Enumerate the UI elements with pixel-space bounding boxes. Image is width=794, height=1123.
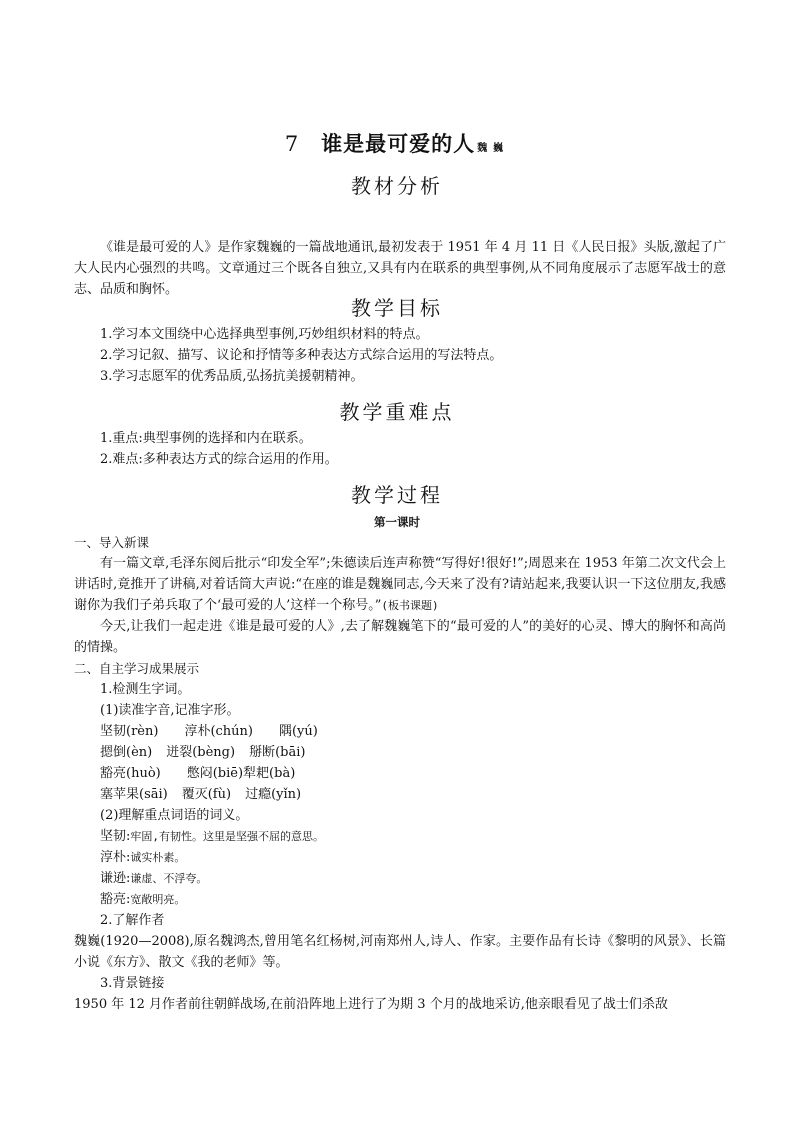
definition-meaning: 诚实朴素。 <box>130 851 186 864</box>
analysis-paragraph: 《谁是最可爱的人》是作家魏巍的一篇战地通讯,最初发表于 1951 年 4 月 11 日《人民日报》头版,激起了广大人民内心强烈的共鸣。文章通过三个既各自独立,又具有内在联系的典型事例,从不同角度展示了志愿军战士的意志、品质和胸怀。 <box>74 240 726 297</box>
board-note: (板书课题) <box>381 599 439 612</box>
definition-meaning: 谦虚、不浮夸。 <box>130 872 208 885</box>
pinyin-word: 过瘾(yǐn) <box>245 787 302 802</box>
section-heading-process: 教学过程 <box>351 483 443 507</box>
intro-paragraph-2: 今天,让我们一起走进《谁是最可爱的人》,去了解魏巍笔下的“最可爱的人”的美好的心灵、博大的胸怀和高尚的情操。 <box>74 619 726 655</box>
goal-item: 1.学习本文围绕中心选择典型事例,巧妙组织材料的特点。 <box>100 327 429 342</box>
part2-heading: 二、自主学习成果展示 <box>74 661 200 676</box>
pinyin-row <box>74 721 726 742</box>
pinyin-word: 迸裂(bèng) <box>166 745 236 760</box>
definition-row <box>74 889 726 910</box>
author-paragraph: 魏巍(1920—2008),原名魏鸿杰,曾用笔名红杨树,河南郑州人,诗人、作家。主要作品有长诗《黎明的风景》、长篇小说《东方》、散文《我的老师》等。 <box>74 934 726 970</box>
pinyin-row <box>74 763 726 784</box>
keypoint-item: 1.重点:典型事例的选择和内在联系。 <box>100 431 312 446</box>
pinyin-row <box>74 742 726 763</box>
lesson-title-text: 谁是最可爱的人 <box>321 131 476 156</box>
pinyin-word: 犁耙(bà) <box>243 766 296 781</box>
sub-item-1: (1)读准字音,记准字形。 <box>100 703 240 718</box>
section-heading-analysis: 教材分析 <box>351 174 443 198</box>
lesson-period: 第一课时 <box>374 515 420 529</box>
lesson-author: 魏巍 <box>477 143 510 154</box>
definition-row <box>74 868 726 889</box>
pinyin-word: 憋闷(biē) <box>186 766 244 781</box>
definition-word: 坚韧: <box>100 829 131 844</box>
sub-item-2: (2)理解重点词语的词义。 <box>100 808 249 823</box>
process-body <box>74 532 726 1015</box>
definition-word: 谦逊: <box>100 871 131 886</box>
pinyin-row <box>74 784 726 805</box>
item-3: 3.背景链接 <box>100 976 165 991</box>
goals-list <box>74 324 726 387</box>
definition-row <box>74 826 726 847</box>
section-heading-goals: 教学目标 <box>351 296 443 320</box>
goal-item: 3.学习志愿军的优秀品质,弘扬抗美援朝精神。 <box>100 369 364 384</box>
lesson-title <box>0 128 794 158</box>
pinyin-word: 淳朴(chún) <box>184 724 253 739</box>
pinyin-word: 掰断(bāi) <box>249 745 306 760</box>
intro-paragraph <box>74 553 726 616</box>
pinyin-word: 坚韧(rèn) <box>100 724 159 739</box>
pinyin-word: 隅(yú) <box>278 724 318 739</box>
lesson-number: 7 <box>284 132 300 156</box>
item-1: 1.检测生字词。 <box>100 682 191 697</box>
pinyin-word: 摁倒(èn) <box>100 745 153 760</box>
pinyin-word: 豁亮(huò) <box>100 766 161 781</box>
pinyin-word: 塞苹果(sāi) <box>100 787 168 802</box>
keypoint-item: 2.难点:多种表达方式的综合运用的作用。 <box>100 452 338 467</box>
definition-word: 淳朴: <box>100 850 131 865</box>
goal-item: 2.学习记叙、描写、议论和抒情等多种表达方式综合运用的写法特点。 <box>100 348 503 363</box>
item-2: 2.了解作者 <box>100 913 165 928</box>
intro-text: 有一篇文章,毛泽东阅后批示“印发全军”;朱德读后连声称赞“写得好!很好!”;周恩来在 1953 年第二次文代会上讲话时,竟推开了讲稿,对着话筒大声说:“在座的谁是魏巍同志,今天来了没有?请站起来,我要认识一下这位朋友,我感谢你为我们子弟兵取了个‘最可爱的人’这样一个称号。” <box>74 556 726 613</box>
keypoints-list <box>74 428 726 470</box>
part1-heading: 一、导入新课 <box>74 535 150 550</box>
definition-meaning: 宽敞明亮。 <box>130 893 186 906</box>
definition-meaning: 牢固,有韧性。这里是坚强不屈的意思。 <box>130 830 325 843</box>
definition-word: 豁亮: <box>100 892 131 907</box>
definition-row <box>74 847 726 868</box>
pinyin-word: 覆灭(fù) <box>181 787 232 802</box>
section-heading-keypoints: 教学重难点 <box>339 400 455 424</box>
background-paragraph: 1950 年 12 月作者前往朝鲜战场,在前沿阵地上进行了为期 3 个月的战地采访,他亲眼看见了战士们杀敌 <box>74 997 668 1012</box>
